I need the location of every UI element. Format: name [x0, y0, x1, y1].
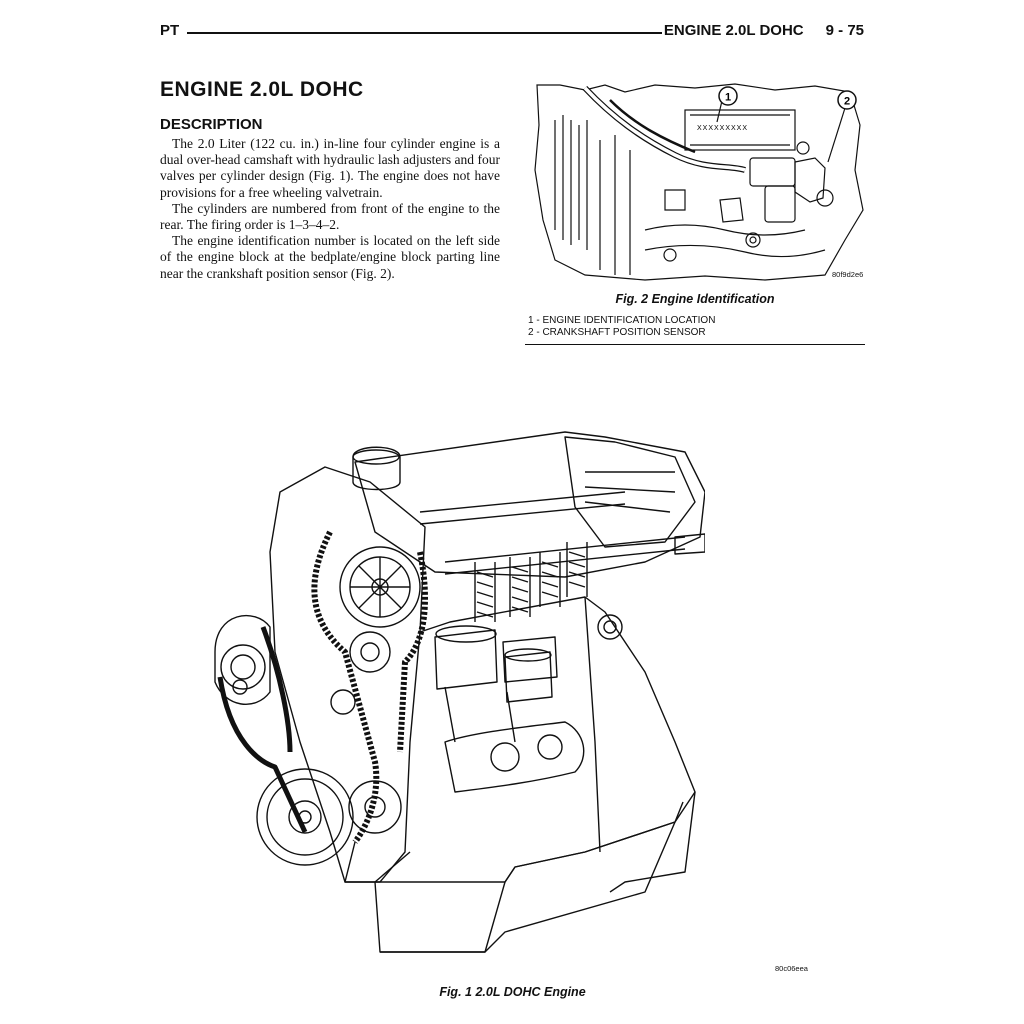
figure-1-code: 80c06eea — [775, 964, 808, 973]
engine-illustration — [205, 412, 705, 967]
header-rule — [187, 32, 662, 34]
callout-2-label: 2 — [843, 95, 851, 108]
header-title: ENGINE 2.0L DOHC — [663, 22, 804, 39]
figure-2-code: 80f9d2e6 — [832, 270, 864, 279]
section-heading: DESCRIPTION — [160, 116, 263, 133]
paragraph: The engine identification number is located on the left side of the engine block at the bedplate/engine block parting line near the crankshaft position sensor (Fig. 2). — [160, 233, 500, 281]
legend-rule — [525, 344, 865, 345]
description-body — [160, 136, 500, 282]
header-section: PT — [160, 22, 180, 39]
figure-2-caption: Fig. 2 Engine Identification — [615, 292, 775, 306]
paragraph: The 2.0 Liter (122 cu. in.) in-line four cylinder engine is a dual over-head camshaft with hydraulic lash adjusters and four valves per cylinder design (Fig. 1). The engine does not have provisions for a free wheeling valvetrain. — [160, 136, 500, 200]
legend-item: 1 - ENGINE IDENTIFICATION LOCATION — [528, 315, 716, 326]
figure-1-caption: Fig. 1 2.0L DOHC Engine — [439, 985, 586, 999]
page-number: 9 - 75 — [825, 22, 864, 39]
id-location-marks: XXXXXXXXX — [697, 125, 749, 132]
engine-identification-figure — [525, 80, 865, 285]
callout-1-label: 1 — [724, 91, 732, 104]
header-right — [664, 22, 864, 39]
legend-item: 2 - CRANKSHAFT POSITION SENSOR — [528, 327, 706, 338]
page-title: ENGINE 2.0L DOHC — [160, 78, 364, 101]
paragraph: The cylinders are numbered from front of the engine to the rear. The firing order is 1–3–4–2. — [160, 200, 500, 233]
figure-2-legend — [528, 315, 715, 339]
